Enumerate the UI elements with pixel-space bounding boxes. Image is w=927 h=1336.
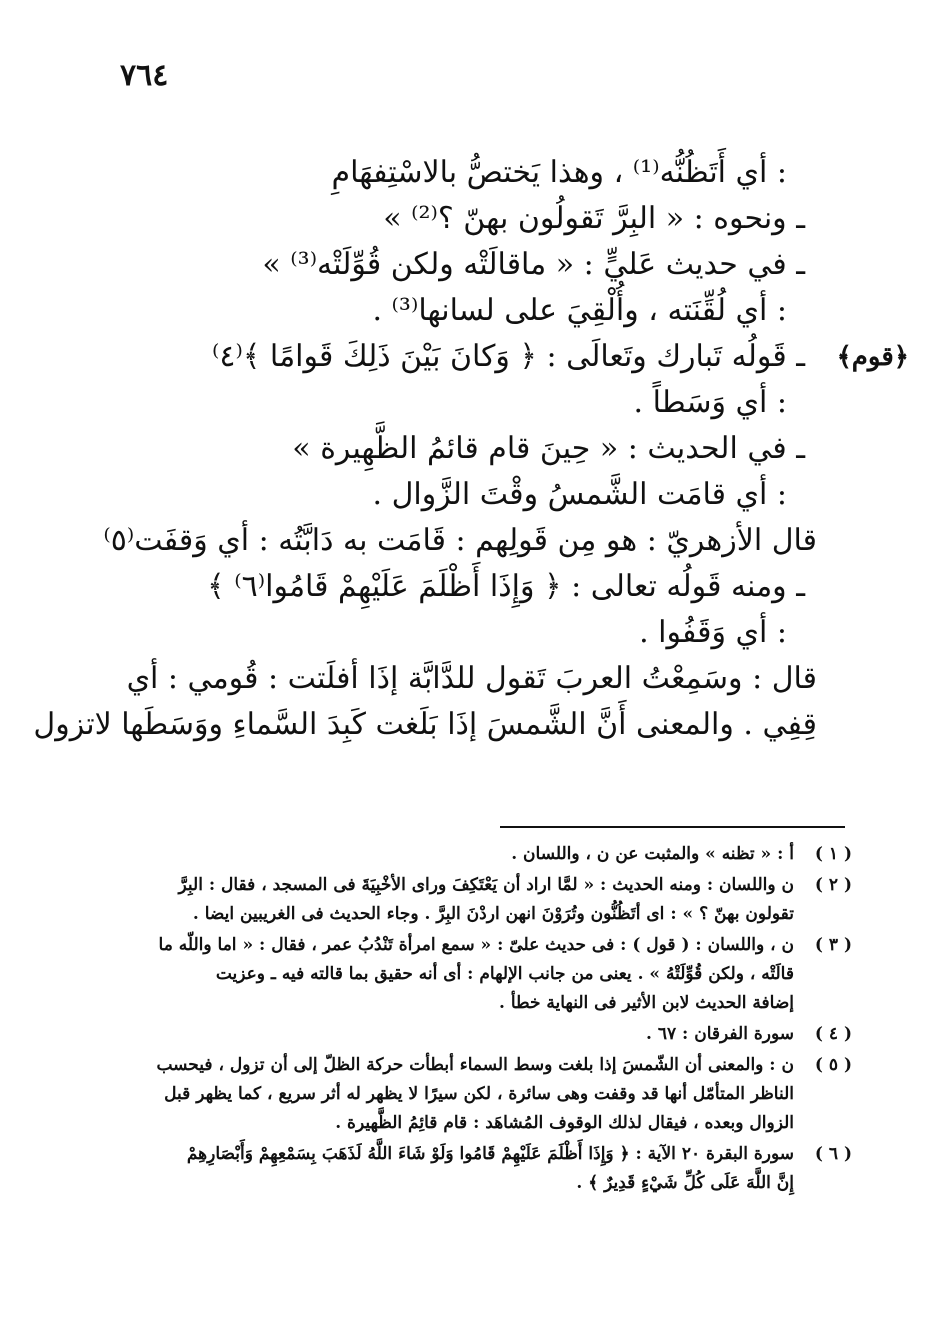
footnote <box>110 1051 852 1138</box>
footnotes <box>110 840 852 1200</box>
text-line: ـ في حديث عَليٍّ : « ماقالَتْه ولكن قُوِّلَتْه⁽³⁾ » <box>262 247 805 282</box>
text-line: : أي لُقِّنَته ، وأُلْقِيَ على لسانها⁽³⁾ . <box>372 293 787 328</box>
page-number: ٧٦٤ <box>120 58 169 93</box>
footnote <box>110 1020 852 1049</box>
text-line: : أي أَتَظُنُّه⁽¹⁾ ، وهذا يَختصُّ بالاسْتِفهَامِ <box>331 155 787 190</box>
footnote-line: ن : والمعنى أن الشّمسَ إذا بلغت وسط السماء أبطأت حركة الظلّ إلى أن تزول ، فيحسب <box>156 1055 794 1075</box>
footnote-line: الزوال وبعده ، فيقال لذلك الوقوف المُشاهَد : قام قائِمُ الظَّهيرة . <box>335 1113 794 1133</box>
footnote <box>110 1140 852 1198</box>
footnote-line: أ : « تظنه » والمثبت عن ن ، واللسان . <box>511 844 794 864</box>
footnote <box>110 931 852 1018</box>
footnote-line: سورة البقرة ٢٠ الآية : ﴿ وَإِذَا أَظْلَمَ عَلَيْهِمْ قَامُوا وَلَوْ شَاءَ اللَّهُ لَذَهَبَ بِسَمْعِهِمْ وَأَبْصَارِهِمْ <box>186 1144 794 1164</box>
footnote-line: تقولون بهنّ ؟ » : اى أتَظُنُّون وتُرَوْنَ انهن اردْنَ البِرَّ . وجاء الحديث فى الغريبين ايضا . <box>192 904 794 924</box>
footnote-number: ( ٦ ) <box>814 1144 852 1164</box>
footnote-line: إضافة الحديث لابن الأثير فى النهاية خطأ . <box>498 993 794 1013</box>
footnote-number: ( ٤ ) <box>814 1024 852 1044</box>
footnote <box>110 840 852 869</box>
footnote-number: ( ١ ) <box>814 844 852 864</box>
text-line: : أي قامَت الشَّمسُ وقْتَ الزَّوال . <box>372 477 787 512</box>
footnote-line: ن واللسان : ومنه الحديث : « لمَّا اراد أن يَعْتَكِفَ وراى الأخْبِيَةَ فى المسجد ، فقال : البِرَّ <box>178 875 794 895</box>
text-line-with-margin-tag <box>60 334 909 380</box>
footnote-number: ( ٥ ) <box>814 1055 852 1075</box>
footnote-line: قالَتْه ، ولكن قُوِّلَتْهُ » . يعنى من جانب الإلهام : أى أنه حقيق بما قالته فيه ـ وعزيت <box>215 964 794 984</box>
text-line: : أي وَسَطاً . <box>633 385 787 420</box>
footnote-separator <box>500 826 845 828</box>
footnote <box>110 871 852 929</box>
footnote-number: ( ٢ ) <box>814 875 852 895</box>
text-line: قال : وسَمِعْتُ العربَ تَقول للدَّابَّة إذَا أفلَتت : قُومي : أي <box>126 661 817 696</box>
text-line: قال الأزهريّ : هو مِن قَولِهم : قَامَت به دَابَّتُه : أي وَقفَت⁽٥⁾ <box>103 523 817 558</box>
text-line: : أي وَقَفُوا . <box>639 615 787 650</box>
text-line: ـ ونحوه : « البِرَّ تَقولُون بهنّ ؟⁽²⁾ » <box>383 201 805 236</box>
margin-root-tag: ﴿قوم﴾ <box>836 342 909 372</box>
text-line: ـ قَولُه تَبارك وتَعالَى : ﴿ وَكانَ بَيْنَ ذَلِكَ قَوامًا ﴾⁽٤⁾ <box>211 339 805 374</box>
footnote-line: الناظر المتأمّل أنها قد وقفت وهى سائرة ، لكن سيرًا لا يظهر له أثر سريع ، كما يظهر قبل <box>164 1084 794 1104</box>
footnote-line: ن ، واللسان : ( قول ) : فى حديث علىّ : « سمع امرأة تَنْدُبُ عمر ، فقال : « اما واللّه ما <box>158 935 794 955</box>
text-line: قِفِي . والمعنى أَنَّ الشَّمسَ إذَا بَلَغت كَبِدَ السَّماءِ ووَسَطَها لاتزول <box>33 707 817 742</box>
main-text <box>33 150 909 748</box>
footnote-number: ( ٣ ) <box>814 935 852 955</box>
footnote-line: سورة الفرقان : ٦٧ . <box>646 1024 794 1044</box>
text-line: ـ في الحديث : « حِينَ قام قائمُ الظَّهِيرة » <box>292 431 805 466</box>
text-line: ـ ومنه قَولُه تعالى : ﴿ وَإِذَا أَظْلَمَ عَلَيْهِمْ قَامُوا⁽٦⁾ ﴾ <box>207 569 805 604</box>
footnote-line: إِنَّ اللَّهَ عَلَى كُلِّ شَيْءٍ قَدِيرٌ ﴾ . <box>576 1173 794 1193</box>
